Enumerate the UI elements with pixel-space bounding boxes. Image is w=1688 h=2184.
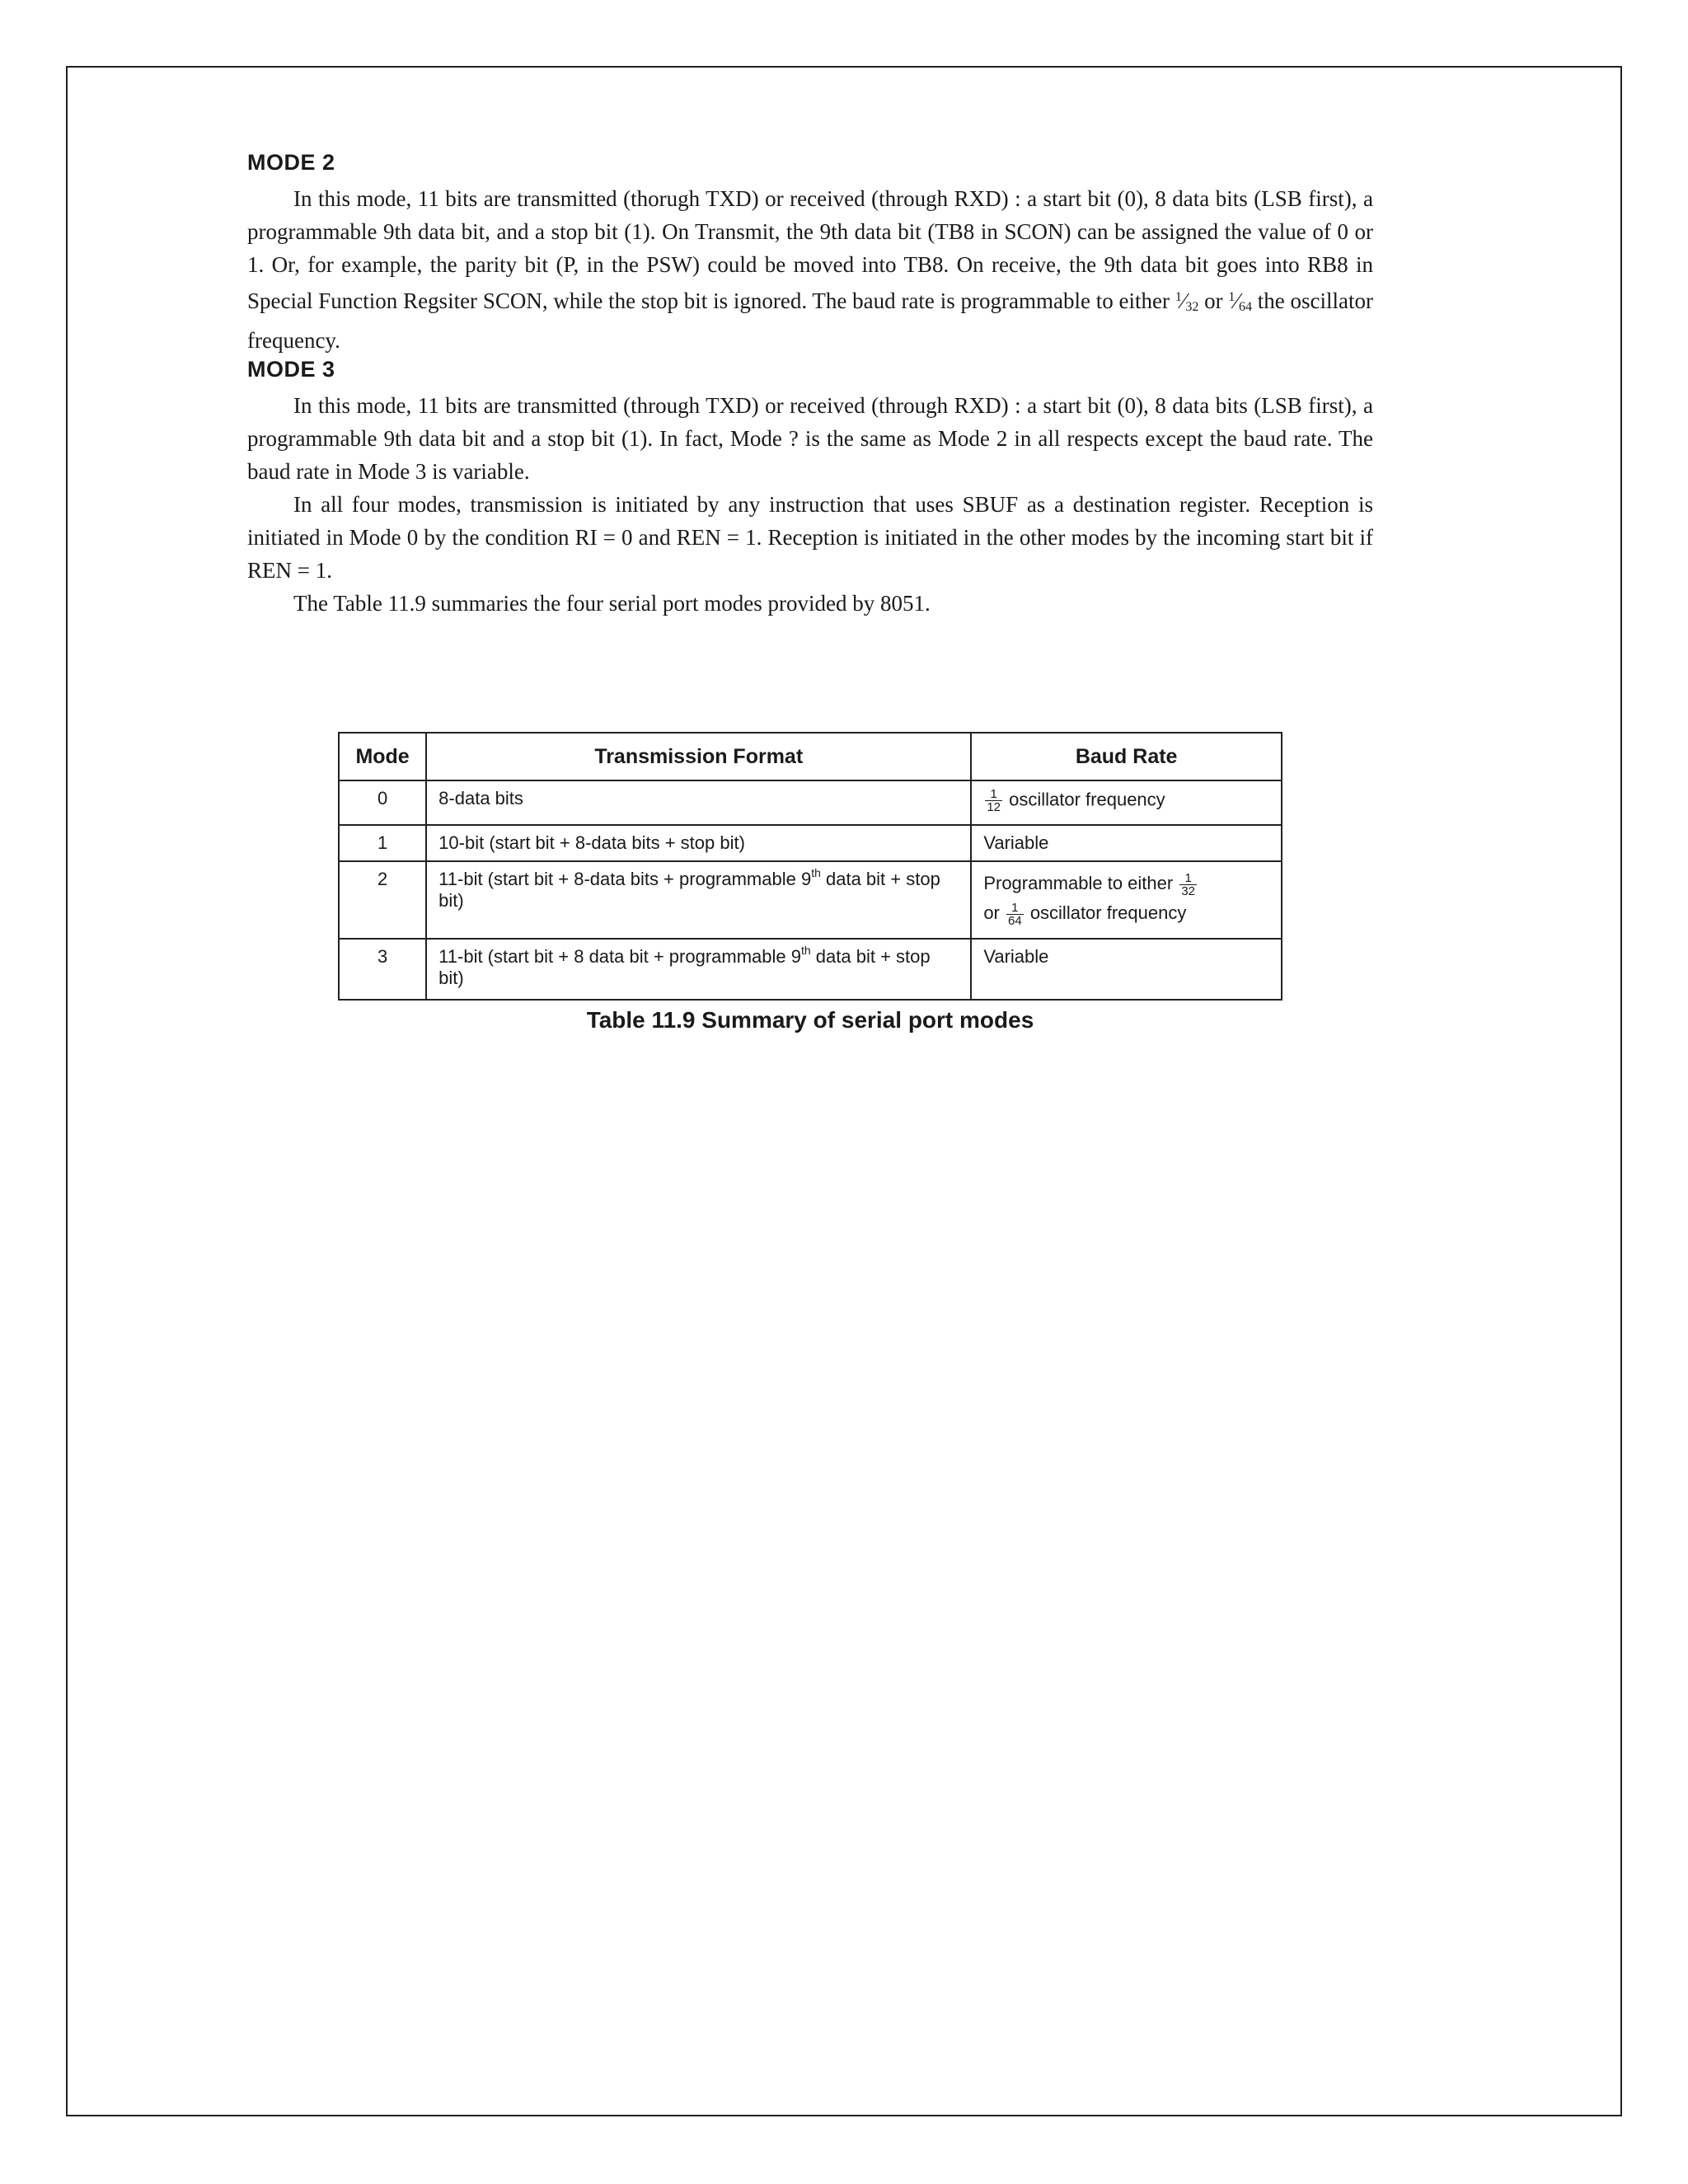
row-2-mode: 2 [339, 861, 426, 939]
header-mode: Mode [339, 733, 426, 780]
table-intro-paragraph: The Table 11.9 summaries the four serial port modes provided by 8051. [293, 591, 931, 616]
table-row [339, 939, 1282, 1000]
mode2-fraction-1-32: $^1⁄_{32}$ [1175, 288, 1199, 314]
row-1-format: 10-bit (start bit + 8-data bits + stop bit) [426, 825, 971, 861]
row-2-baud-rate: Programmable to either $\frac{1}{32}$ or $\frac{1}{64}$ oscillator frequency [971, 861, 1282, 939]
row-2-format: 11-bit (start bit + 8-data bits + programmable 9th data bit + stop bit) [426, 861, 971, 939]
row-3-baud-rate: Variable [971, 939, 1282, 1000]
table-caption: Table 11.9 Summary of serial port modes [586, 1007, 1034, 1033]
mode2-heading: MODE 2 [247, 150, 335, 175]
all-modes-paragraph: In all four modes, transmission is initiated by any instruction that uses SBUF as a destination register. Reception is initiated in Mode 0 by the condition RI = 0 and REN = 1. Reception is initiated in the other modes by the incoming start bit if REN = 1. [247, 492, 1373, 583]
row-2-fraction-1-32: $\frac{1}{32}$ [1181, 870, 1196, 898]
mode2-paragraph [247, 182, 1373, 357]
serial-port-modes-table [338, 732, 1282, 1001]
header-transmission-format: Transmission Format [426, 733, 971, 780]
row-1-baud-rate: Variable [971, 825, 1282, 861]
mode3-paragraph: In this mode, 11 bits are transmitted (through TXD) or received (through RXD) : a start bit (0), 8 data bits (LSB first), a programmable 9th data bit and a stop bit (1). In fact, Mode ? is the same as Mode 2 in all respects except the baud rate. The baud rate in Mode 3 is variable. [247, 393, 1373, 484]
mode2-text-or: or [1198, 288, 1229, 313]
row-0-mode: 0 [339, 780, 426, 825]
row-0-baud-rate: $\frac{1}{12}$ oscillator frequency [971, 780, 1282, 825]
mode2-fraction-1-64: $^1⁄_{64}$ [1228, 288, 1252, 314]
table-row [339, 861, 1282, 939]
row-3-format: 11-bit (start bit + 8 data bit + programmable 9th data bit + stop bit) [426, 939, 971, 1000]
table-header-row [339, 733, 1282, 780]
row-2-fraction-1-64: $\frac{1}{64}$ [1008, 900, 1022, 928]
mode2-text-b: the oscillator frequency. [247, 288, 1373, 353]
row-1-mode: 1 [339, 825, 426, 861]
row-3-mode: 3 [339, 939, 426, 1000]
row-0-fraction: $\frac{1}{12}$ [987, 787, 1001, 814]
table-row [339, 825, 1282, 861]
table-row [339, 780, 1282, 825]
header-baud-rate: Baud Rate [971, 733, 1282, 780]
mode3-heading: MODE 3 [247, 357, 335, 382]
row-0-format: 8-data bits [426, 780, 971, 825]
mode2-text-a: In this mode, 11 bits are transmitted (thorugh TXD) or received (through RXD) : a start bit (0), 8 data bits (LSB first), a programmable 9th data bit, and a stop bit (1). On Transmit, the 9th data bit (TB8 in SCON) can be assigned the value of 0 or 1. Or, for example, the parity bit (P, in the PSW) could be moved into TB8. On receive, the 9th data bit goes into RB8 in Special Function Regsiter SCON, while the stop bit is ignored. The baud rate is programmable to either [247, 186, 1373, 313]
page-content [247, 150, 1373, 620]
